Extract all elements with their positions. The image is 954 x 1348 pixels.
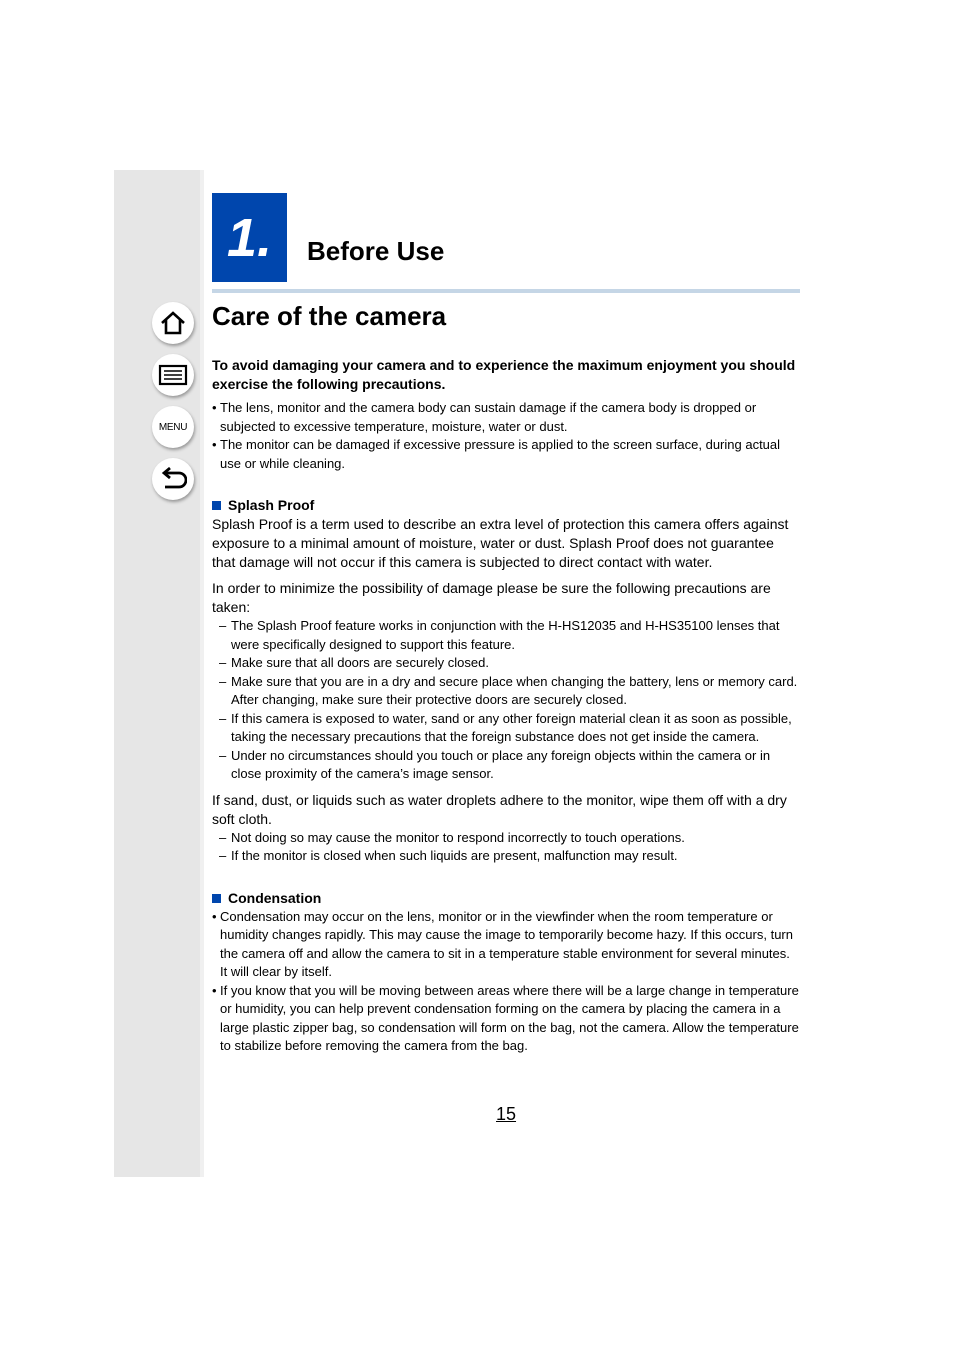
intro-text: To avoid damaging your camera and to experience the maximum enjoyment you should exercise the following precautions. bbox=[212, 357, 796, 392]
menu-label: MENU bbox=[158, 421, 188, 433]
contents-button[interactable] bbox=[152, 354, 194, 396]
menu-button[interactable] bbox=[152, 406, 194, 448]
condensation-heading-text: Condensation bbox=[228, 889, 322, 906]
list-item: • If you know that you will be moving between areas where there will be a large change in temperature or humidity, you can help prevent condensation forming on the camera by placing the camera in a large plastic zipper bag, so condensation will form on the bag, not the camera. Allow the temperature to stabilize before removing the camera from the bag. bbox=[212, 982, 800, 1056]
page-number[interactable]: 15 bbox=[496, 1104, 517, 1124]
splash-items bbox=[212, 617, 800, 784]
condensation-heading bbox=[212, 889, 800, 908]
list-item: • The lens, monitor and the camera body can sustain damage if the camera body is dropped or subjected to excessive temperature, moisture, water or dust. bbox=[212, 399, 800, 436]
home-icon bbox=[159, 310, 187, 336]
content bbox=[212, 356, 800, 1056]
list-item: – The Splash Proof feature works in conjunction with the H-HS12035 and H-HS35100 lenses that were specifically designed to support this feature. bbox=[212, 617, 800, 654]
square-bullet-icon bbox=[212, 501, 221, 510]
list-item: • Condensation may occur on the lens, monitor or in the viewfinder when the room temperature or humidity changes rapidly. This may cause the image to temporarily become hazy. If this occurs, turn the camera off and allow the camera to sit in a temperature stable environment for several minutes. It will clear by itself. bbox=[212, 908, 800, 982]
list-item: – Make sure that all doors are securely closed. bbox=[212, 654, 800, 673]
splash-proof-heading-text: Splash Proof bbox=[228, 497, 315, 513]
chapter-number: 1. bbox=[226, 207, 273, 268]
list-item: – Under no circumstances should you touch or place any foreign objects within the camera or in close proximity of the camera’s image sensor. bbox=[212, 747, 800, 784]
list-item: • The monitor can be damaged if excessive pressure is applied to the screen surface, during actual use or while cleaning. bbox=[212, 436, 800, 473]
square-bullet-icon bbox=[212, 894, 221, 903]
home-button[interactable] bbox=[152, 302, 194, 344]
sidebar-edge bbox=[200, 170, 204, 1177]
splash-para-3: If sand, dust, or liquids such as water droplets adhere to the monitor, wipe them off with a dry soft cloth. bbox=[212, 791, 787, 827]
splash-para-2: In order to minimize the possibility of damage please be sure the following precautions are taken: bbox=[212, 580, 771, 615]
splash-para-1: Splash Proof is a term used to describe an extra level of protection this camera offers against exposure to a minimal amount of moisture, water or dust. Splash Proof does not guarantee that damage will not occur if this camera is subjected to direct contact with water. bbox=[212, 516, 789, 570]
list-item: – Make sure that you are in a dry and secure place when changing the battery, lens or memory card. After changing, make sure their protective doors are securely closed. bbox=[212, 673, 800, 710]
condensation-bullets bbox=[212, 908, 800, 1056]
page-title: Care of the camera bbox=[212, 301, 447, 331]
back-button[interactable] bbox=[152, 458, 194, 500]
splash-proof-heading bbox=[212, 496, 800, 515]
chapter-title: Before Use bbox=[307, 236, 445, 266]
list-icon bbox=[158, 364, 188, 386]
return-icon bbox=[159, 467, 187, 491]
chapter-number-box bbox=[212, 193, 287, 282]
list-item: – If the monitor is closed when such liquids are present, malfunction may result. bbox=[212, 847, 800, 866]
general-bullets bbox=[212, 399, 800, 473]
list-item: – If this camera is exposed to water, sand or any other foreign material clean it as soon as possible, taking the necessary precautions that the foreign substance does not get inside the camera. bbox=[212, 710, 800, 747]
header-rule bbox=[212, 289, 800, 293]
list-item: – Not doing so may cause the monitor to respond incorrectly to touch operations. bbox=[212, 829, 800, 848]
splash-items-2 bbox=[212, 829, 800, 866]
